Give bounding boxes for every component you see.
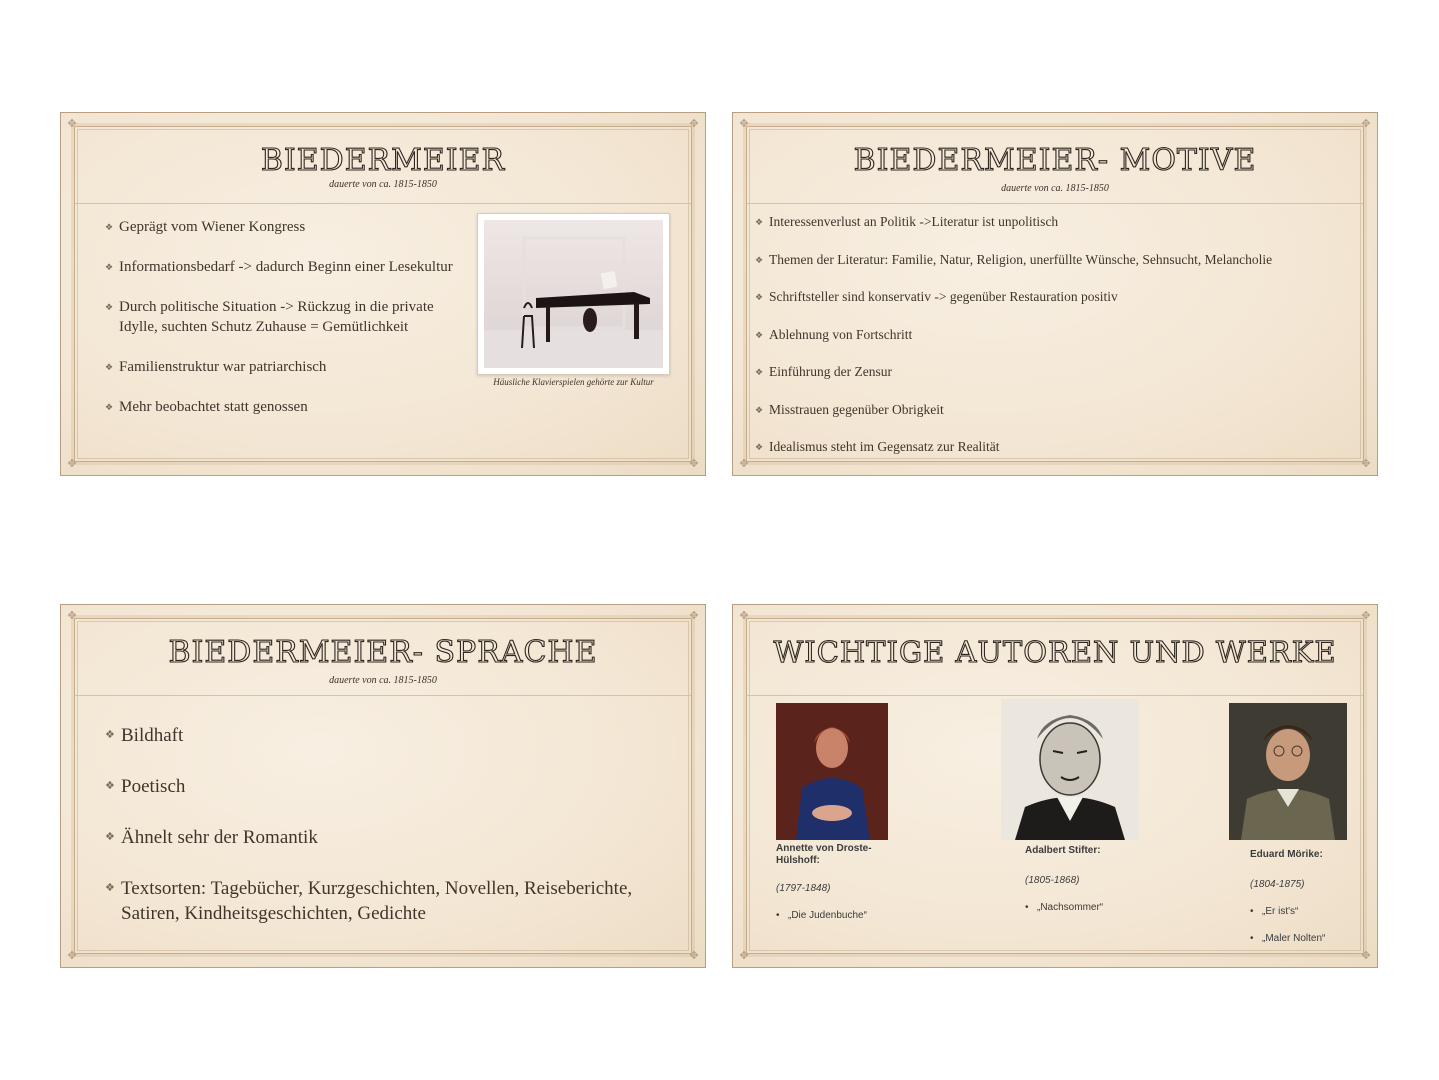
corner-ornament-icon: ✥ [67,950,77,962]
list-item: ❖ Einführung der Zensur [755,364,892,379]
portrait-droste-huelshoff [776,703,888,840]
bullet-icon: ❖ [105,882,115,894]
list-item: ❖ Interessenverlust an Politik ->Literatur ist unpolitisch [755,214,1059,229]
portrait-stifter [1001,699,1139,840]
portrait-icon [1001,699,1139,840]
slide-title: BIEDERMEIER- MOTIVE [853,143,1257,178]
author-name: Eduard Mörike: [1250,849,1323,860]
title-divider [747,203,1363,204]
bullet-icon: ❖ [755,442,764,452]
corner-ornament-icon: ✥ [67,610,77,622]
corner-ornament-icon: ✥ [689,458,699,470]
list-item: ❖ Mehr beobachtet statt genossen [105,399,308,415]
list-item: ❖ Idealismus steht im Gegensatz zur Realität [755,439,1000,454]
corner-ornament-icon: ✥ [1361,458,1371,470]
author-work: • „Die Judenbuche“ [776,910,896,921]
author-name: Annette von Droste-Hülshoff: [776,843,872,866]
author-moerike [1250,849,1360,944]
slide-title: BIEDERMEIER [260,143,506,178]
bullet-list [105,217,465,417]
slide-subtitle: dauerte von ca. 1815-1850 [329,179,437,190]
bullet-list [105,723,675,926]
bullet-icon: ❖ [105,729,115,741]
corner-ornament-icon: ✥ [689,950,699,962]
bullet-icon: ❖ [755,292,764,302]
corner-ornament-icon: ✥ [67,458,77,470]
slide-biedermeier [60,112,706,476]
list-item: ❖ Textsorten: Tagebücher, Kurzgeschichten, Novellen, Reiseberichte, Satiren, Kindheitsgeschichten, Gedichte [105,878,633,924]
title-divider [75,695,691,696]
list-item: ❖ Bildhaft [105,725,184,746]
portrait-icon [1229,703,1347,840]
list-item: ❖ Ablehnung von Fortschritt [755,326,913,342]
corner-ornament-icon: ✥ [739,458,749,470]
bullet-list [755,213,1355,456]
bullet-icon: ❖ [105,780,115,792]
bullet-icon: ❖ [755,329,764,340]
bullet-icon: ❖ [105,831,115,843]
author-stifter [1025,845,1145,913]
corner-ornament-icon: ✥ [739,610,749,622]
bullet-icon: ❖ [755,367,764,377]
list-item: ❖ Ähnelt sehr der Romantik [105,827,318,848]
corner-ornament-icon: ✥ [67,118,77,130]
corner-ornament-icon: ✥ [739,118,749,130]
author-years: (1804-1875) [1250,879,1305,890]
slide-title: WICHTIGE AUTOREN UND WERKE [773,635,1337,669]
piano-icon [484,220,663,368]
portrait-icon [776,703,888,840]
portrait-moerike [1229,703,1347,840]
author-work: • „Nachsommer“ [1025,902,1145,913]
corner-ornament-icon: ✥ [739,950,749,962]
bullet-icon: ❖ [755,217,764,227]
corner-ornament-icon: ✥ [1361,950,1371,962]
slide-biedermeier-sprache [60,604,706,968]
photo-caption: Häusliche Klavierspielen gehörte zur Kultur [493,377,654,387]
list-item: ❖ Durch politische Situation -> Rückzug in die private Idylle, suchten Schutz Zuhause = Gemütlichkeit [105,299,434,335]
bullet-icon: ❖ [755,254,764,265]
author-name: Adalbert Stifter: [1025,845,1101,856]
list-item: ❖ Schriftsteller sind konservativ -> gegenüber Restauration positiv [755,289,1118,304]
list-item: ❖ Themen der Literatur: Familie, Natur, Religion, unerfüllte Wünsche, Sehnsucht, Melancholie [755,251,1273,267]
list-item: ❖ Poetisch [105,776,186,797]
slide-subtitle: dauerte von ca. 1815-1850 [329,675,437,686]
slide-title: BIEDERMEIER- SPRACHE [168,635,598,670]
slide-wichtige-autoren [732,604,1378,968]
corner-ornament-icon: ✥ [689,118,699,130]
list-item: ❖ Geprägt vom Wiener Kongress [105,219,306,235]
author-years: (1805-1868) [1025,875,1080,886]
bullet-icon: ❖ [755,404,764,415]
bullet-icon: ❖ [105,262,114,272]
title-divider [747,695,1363,696]
bullet-icon: ❖ [105,402,114,412]
author-work: • „Maler Nolten“ [1250,933,1360,944]
author-years: (1797-1848) [776,883,831,894]
author-work: • „Er ist's“ [1250,906,1360,917]
corner-ornament-icon: ✥ [1361,118,1371,130]
slide-subtitle: dauerte von ca. 1815-1850 [1001,183,1109,194]
corner-ornament-icon: ✥ [689,610,699,622]
slide-biedermeier-motive [732,112,1378,476]
corner-ornament-icon: ✥ [1361,610,1371,622]
list-item: ❖ Familienstruktur war patriarchisch [105,359,327,375]
list-item: ❖ Informationsbedarf -> dadurch Beginn einer Lesekultur [105,259,453,275]
bullet-icon: ❖ [105,362,114,372]
title-divider [75,203,691,204]
bullet-icon: ❖ [105,302,114,312]
bullet-icon: ❖ [105,222,114,232]
list-item: ❖ Misstrauen gegenüber Obrigkeit [755,401,944,417]
author-droste-huelshoff [776,843,896,921]
piano-photo [477,213,670,375]
